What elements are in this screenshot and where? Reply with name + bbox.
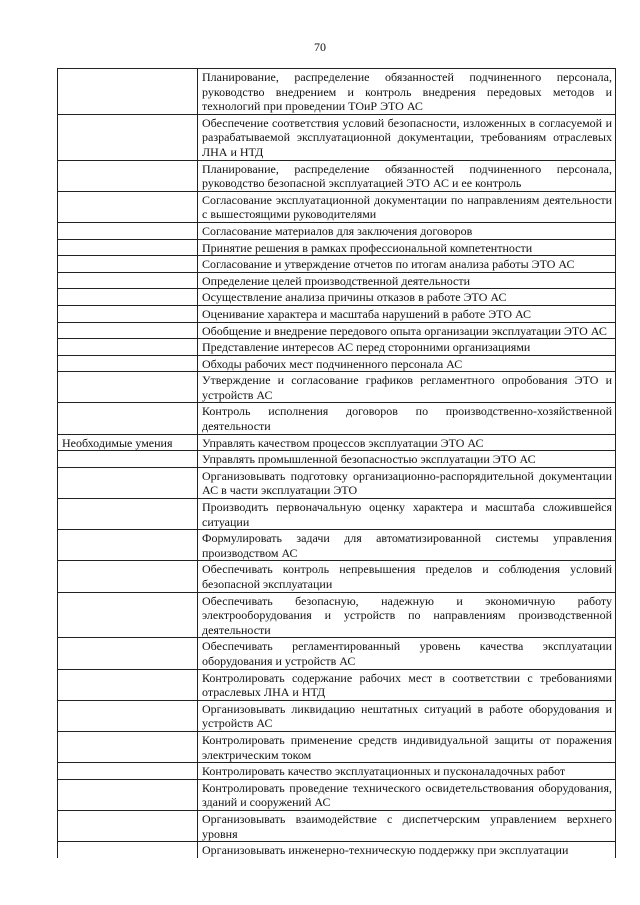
table-cell-text: Обобщение и внедрение передового опыта организации эксплуатации ЭТО АС [198, 322, 616, 339]
section-label-continuation [58, 842, 198, 858]
section-label-continuation [58, 160, 198, 191]
table-row [58, 842, 616, 858]
section-label-continuation [58, 467, 198, 498]
table-row [58, 779, 616, 810]
section-label-continuation [58, 191, 198, 222]
section-label-continuation [58, 530, 198, 561]
section-label-continuation [58, 339, 198, 356]
table-row [58, 355, 616, 372]
table-row [58, 272, 616, 289]
section-label-continuation [58, 763, 198, 780]
table-cell-text: Производить первоначальную оценку характера и масштаба сложившейся ситуации [198, 499, 616, 530]
section-label-continuation [58, 451, 198, 468]
section-label-continuation [58, 731, 198, 762]
section-label-continuation [58, 372, 198, 403]
table-row [58, 222, 616, 239]
table-cell-text: Принятие решения в рамках профессиональной компетентности [198, 239, 616, 256]
table-cell-text: Обеспечивать регламентированный уровень качества эксплуатации оборудования и устройств АС [198, 638, 616, 669]
table-row [58, 451, 616, 468]
table-cell-text: Обеспечивать контроль непревышения пределов и соблюдения условий безопасной эксплуатации [198, 561, 616, 592]
table-cell-text: Управлять качеством процессов эксплуатации ЭТО АС [198, 434, 616, 451]
table-row [58, 810, 616, 841]
table-cell-text: Оценивание характера и масштаба нарушений в работе ЭТО АС [198, 305, 616, 322]
table-row [58, 530, 616, 561]
page-number: 70 [314, 40, 326, 54]
table-cell-text: Организовывать ликвидацию нештатных ситуаций в работе оборудования и устройств АС [198, 700, 616, 731]
section-label-continuation [58, 239, 198, 256]
section-label-continuation [58, 222, 198, 239]
section-label-continuation [58, 289, 198, 306]
table-row [58, 731, 616, 762]
section-label-continuation [58, 779, 198, 810]
table-row [58, 372, 616, 403]
table-row [58, 160, 616, 191]
section-label-continuation [58, 592, 198, 638]
table-row [58, 339, 616, 356]
table-row [58, 638, 616, 669]
table-cell-text: Утверждение и согласование графиков регламентного опробования ЭТО и устройств АС [198, 372, 616, 403]
table-cell-text: Определение целей производственной деятельности [198, 272, 616, 289]
section-label-continuation [58, 700, 198, 731]
competency-table [57, 68, 616, 858]
table-cell-text: Контролировать проведение технического освидетельствования оборудования, зданий и сооружений АС [198, 779, 616, 810]
table-cell-text: Представление интересов АС перед сторонними организациями [198, 339, 616, 356]
table-cell-text: Обходы рабочих мест подчиненного персонала АС [198, 355, 616, 372]
section-label-continuation [58, 256, 198, 273]
table-row [58, 700, 616, 731]
section-label [58, 69, 198, 115]
section-label-continuation [58, 561, 198, 592]
table-cell-text: Обеспечение соответствия условий безопасности, изложенных в согласуемой и разрабатываемой эксплуатационной документации, требованиям отраслевых ЛНА и НТД [198, 114, 616, 160]
table-row [58, 669, 616, 700]
table-row [58, 289, 616, 306]
table-row [58, 305, 616, 322]
table-row [58, 467, 616, 498]
table-cell-text: Осуществление анализа причины отказов в работе ЭТО АС [198, 289, 616, 306]
table-row [58, 191, 616, 222]
table-cell-text: Планирование, распределение обязанностей подчиненного персонала, руководство внедрением и контроль внедрения передовых методов и технологий при проведении ТОиР ЭТО АС [198, 69, 616, 115]
table-row [58, 69, 616, 115]
table-row [58, 114, 616, 160]
table-cell-text: Формулировать задачи для автоматизированной системы управления производством АС [198, 530, 616, 561]
table-cell-text: Управлять промышленной безопасностью эксплуатации ЭТО АС [198, 451, 616, 468]
table-cell-text: Контроль исполнения договоров по производственно-хозяйственной деятельности [198, 403, 616, 434]
section-label-continuation [58, 403, 198, 434]
section-label-continuation [58, 322, 198, 339]
section-label-continuation [58, 669, 198, 700]
section-label-continuation [58, 272, 198, 289]
table-cell-text: Контролировать содержание рабочих мест в соответствии с требованиями отраслевых ЛНА и НТД [198, 669, 616, 700]
section-label-continuation [58, 355, 198, 372]
section-label: Необходимые умения [58, 434, 198, 451]
section-label-continuation [58, 810, 198, 841]
table-cell-text: Планирование, распределение обязанностей подчиненного персонала, руководство безопасной эксплуатацией ЭТО АС и ее контроль [198, 160, 616, 191]
table-cell-text: Согласование эксплуатационной документации по направлениям деятельности с вышестоящими руководителями [198, 191, 616, 222]
section-label-continuation [58, 499, 198, 530]
table-cell-text: Согласование и утверждение отчетов по итогам анализа работы ЭТО АС [198, 256, 616, 273]
table-cell-text: Согласование материалов для заключения договоров [198, 222, 616, 239]
table-row [58, 239, 616, 256]
table-cell-text: Организовывать подготовку организационно-распорядительной документации АС в части эксплуатации ЭТО [198, 467, 616, 498]
table-cell-text: Контролировать применение средств индивидуальной защиты от поражения электрическим током [198, 731, 616, 762]
table-row [58, 499, 616, 530]
table-body [58, 69, 616, 858]
section-label-continuation [58, 305, 198, 322]
table-row [58, 322, 616, 339]
section-label-continuation [58, 114, 198, 160]
table-row [58, 434, 616, 451]
table-row [58, 592, 616, 638]
table-cell-text: Организовывать взаимодействие с диспетчерским управлением верхнего уровня [198, 810, 616, 841]
table-row [58, 256, 616, 273]
table-cell-text: Контролировать качество эксплуатационных и пусконаладочных работ [198, 763, 616, 780]
table-cell-text: Организовывать инженерно-техническую поддержку при эксплуатации [198, 842, 616, 858]
table-row [58, 561, 616, 592]
table-row [58, 403, 616, 434]
table-cell-text: Обеспечивать безопасную, надежную и экономичную работу электрооборудования и устройств по направлениям производственной деятельности [198, 592, 616, 638]
section-label-continuation [58, 638, 198, 669]
table-row [58, 763, 616, 780]
